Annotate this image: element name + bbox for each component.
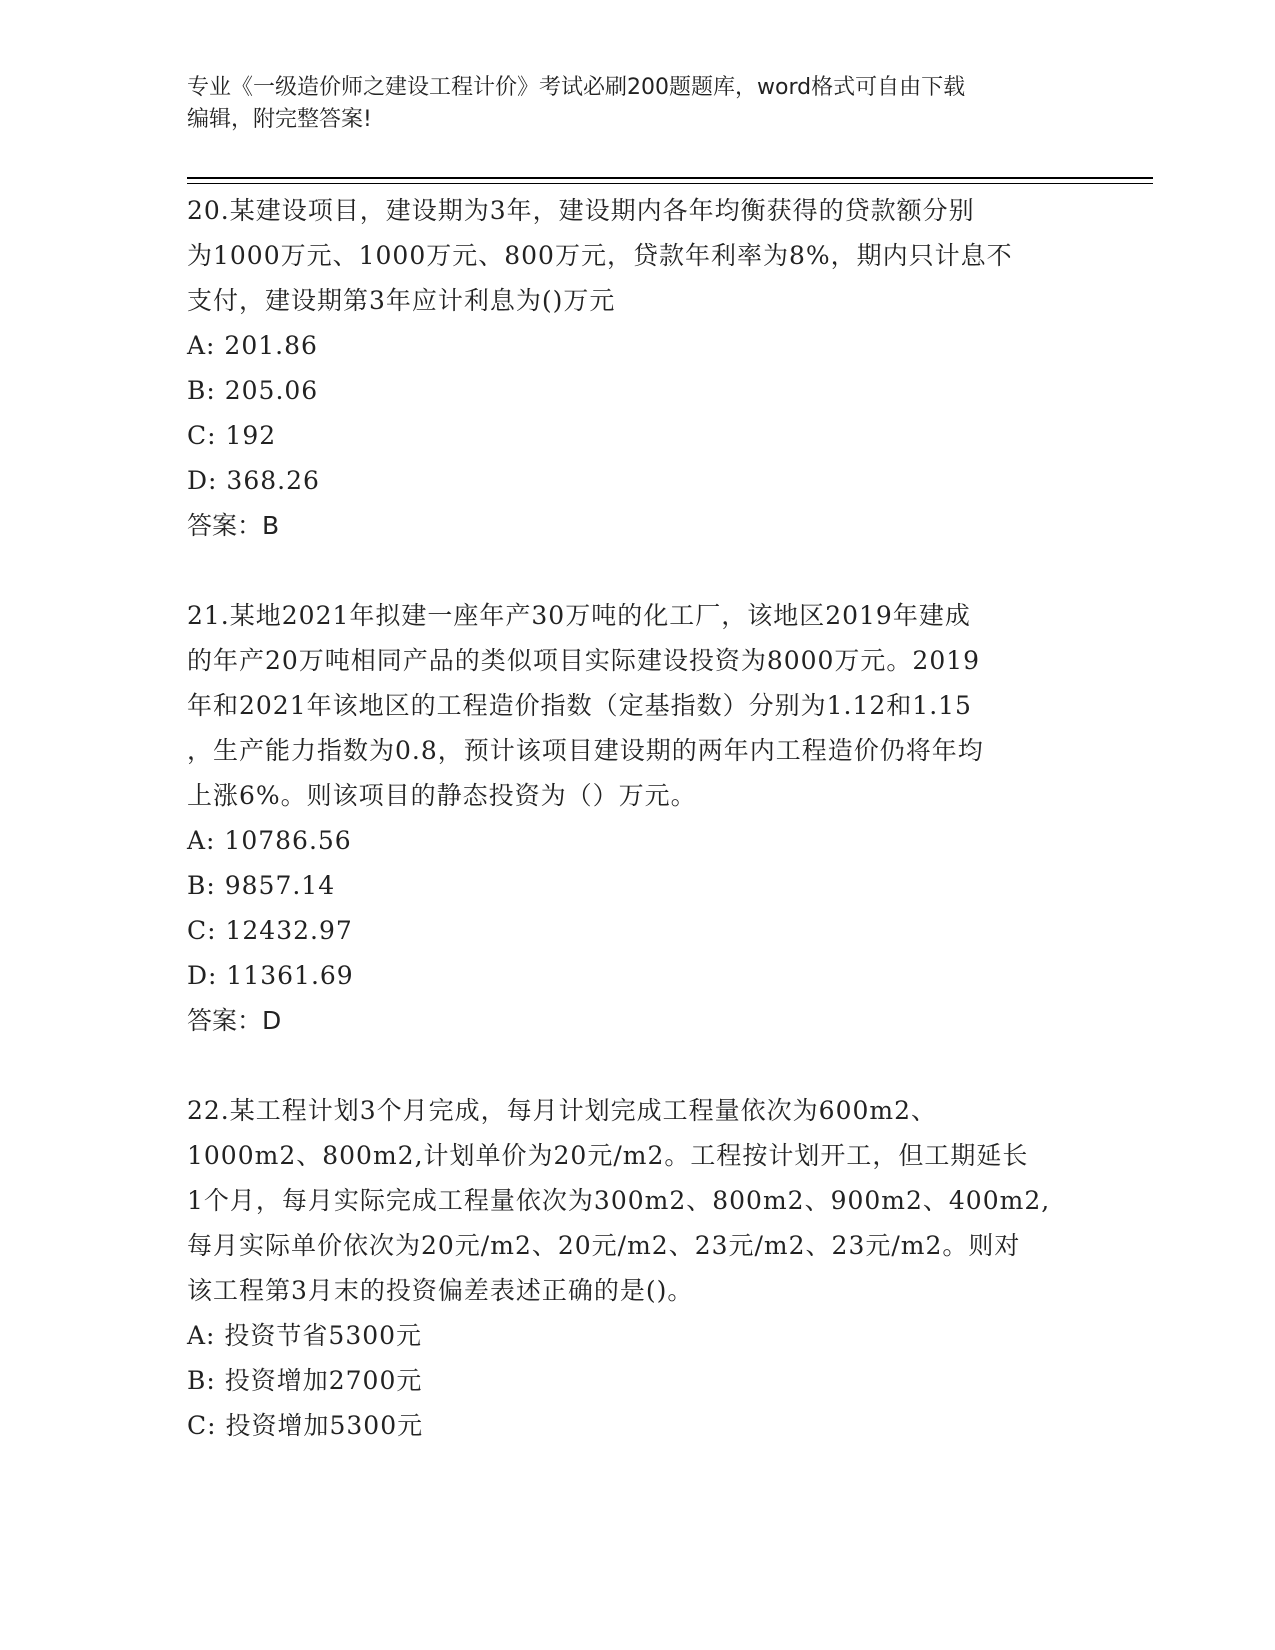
question-21 <box>187 593 1087 1043</box>
stem-line: 上涨6%。则该项目的静态投资为（）万元。 <box>187 781 697 810</box>
question-spacer <box>187 548 1087 593</box>
question-stem <box>187 593 1087 818</box>
header-divider-thick <box>187 177 1153 179</box>
option-a: A: 投资节省5300元 <box>187 1321 423 1350</box>
option-c: C: 投资增加5300元 <box>187 1411 424 1440</box>
question-list <box>187 188 1087 1448</box>
stem-line: 年和2021年该地区的工程造价指数（定基指数）分别为1.12和1.15 <box>187 691 972 720</box>
option-b: B: 9857.14 <box>187 871 336 900</box>
stem-line: 21.某地2021年拟建一座年产30万吨的化工厂，该地区2019年建成 <box>187 601 971 630</box>
question-stem <box>187 1088 1087 1313</box>
stem-line: 的年产20万吨相同产品的类似项目实际建设投资为8000万元。2019 <box>187 646 981 675</box>
header-divider-thin <box>187 183 1153 184</box>
stem-line: 22.某工程计划3个月完成，每月计划完成工程量依次为600m2、 <box>187 1096 937 1125</box>
option-b: B: 205.06 <box>187 376 319 405</box>
option-b: B: 投资增加2700元 <box>187 1366 423 1395</box>
stem-line: 1000m2、800m2,计划单价为20元/m2。工程按计划开工，但工期延长 <box>187 1141 1029 1170</box>
stem-line: 1个月，每月实际完成工程量依次为300m2、800m2、900m2、400m2, <box>187 1186 1051 1215</box>
option-c: C: 192 <box>187 421 277 450</box>
header-line-1: 专业《一级造价师之建设工程计价》考试必刷200题题库，word格式可自由下载 <box>187 75 966 100</box>
stem-line: 支付，建设期第3年应计利息为()万元 <box>187 286 616 315</box>
answer-label: 答案：D <box>187 1006 282 1035</box>
option-a: A: 201.86 <box>187 331 318 360</box>
stem-line: 为1000万元、1000万元、800万元，贷款年利率为8%，期内只计息不 <box>187 241 1013 270</box>
option-d: D: 11361.69 <box>187 961 354 990</box>
question-spacer <box>187 1043 1087 1088</box>
question-22 <box>187 1088 1087 1448</box>
stem-line: 每月实际单价依次为20元/m2、20元/m2、23元/m2、23元/m2。则对 <box>187 1231 1021 1260</box>
stem-line: 该工程第3月末的投资偏差表述正确的是()。 <box>187 1276 694 1305</box>
stem-line: ，生产能力指数为0.8，预计该项目建设期的两年内工程造价仍将年均 <box>187 736 984 765</box>
document-header <box>187 72 1087 136</box>
option-a: A: 10786.56 <box>187 826 352 855</box>
option-d: D: 368.26 <box>187 466 320 495</box>
stem-line: 20.某建设项目，建设期为3年，建设期内各年均衡获得的贷款额分别 <box>187 196 975 225</box>
answer-label: 答案：B <box>187 511 280 540</box>
question-stem <box>187 188 1087 323</box>
option-c: C: 12432.97 <box>187 916 353 945</box>
header-line-2: 编辑，附完整答案! <box>187 107 372 132</box>
question-20 <box>187 188 1087 548</box>
